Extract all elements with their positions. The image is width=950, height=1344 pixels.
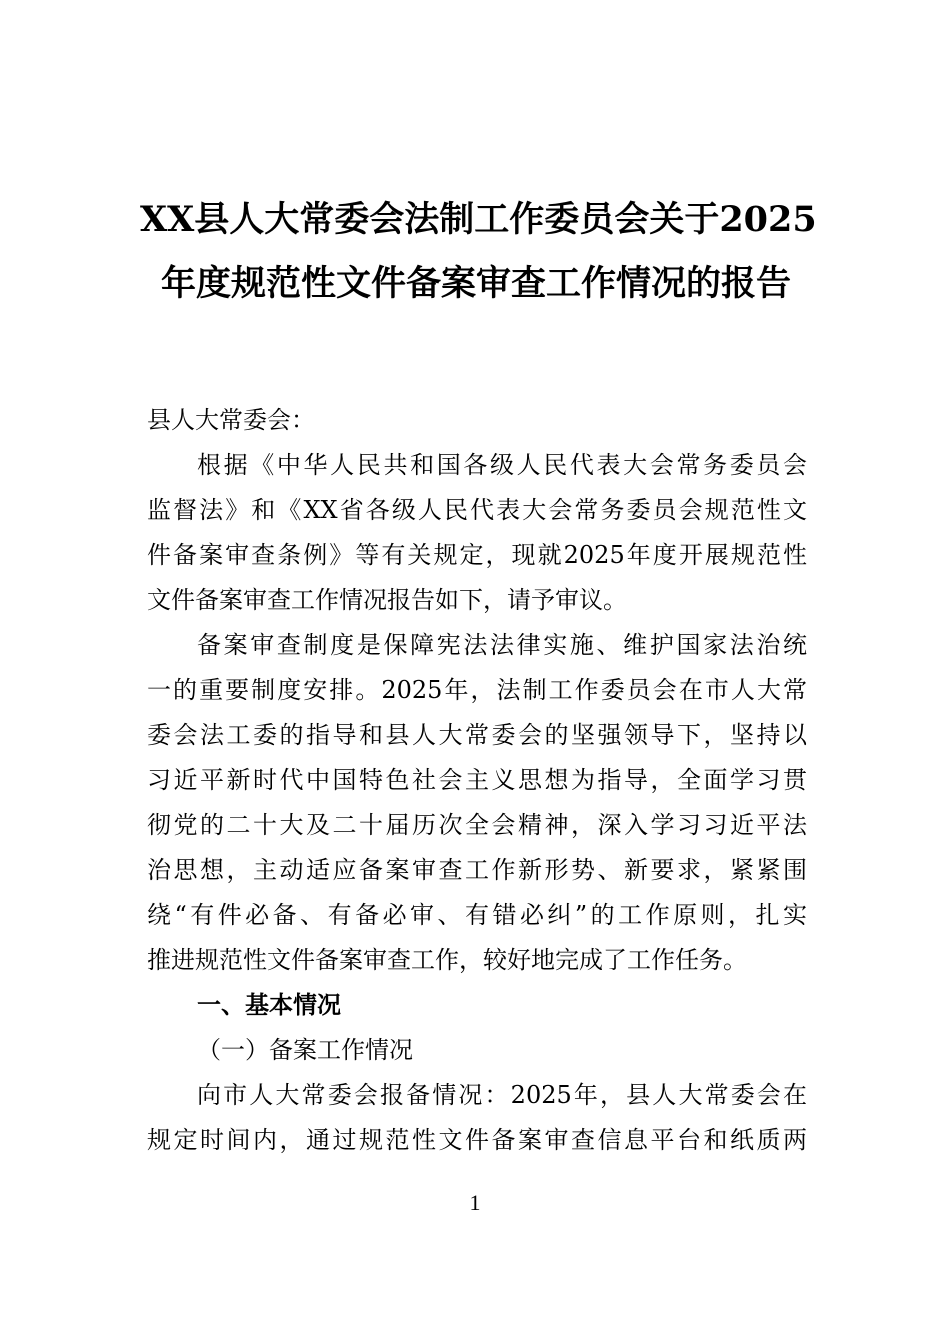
document-title — [140, 188, 817, 316]
paragraph-line: 规定时间内，通过规范性文件备案审查信息平台和纸质两 — [147, 1126, 807, 1154]
paragraph-legal-basis — [147, 443, 807, 623]
paragraph-line: 一的重要制度安排。2025年，法制工作委员会在市人大常 — [147, 676, 807, 704]
paragraph-line: 习近平新时代中国特色社会主义思想为指导，全面学习贯 — [147, 766, 807, 794]
paragraph-line: 彻党的二十大及二十届历次全会精神，深入学习习近平法 — [147, 811, 807, 839]
paragraph-line: 备案审查制度是保障宪法法律实施、维护国家法治统 — [197, 631, 807, 659]
salutation: 县人大常委会： — [147, 406, 315, 434]
paragraph-overview — [147, 623, 807, 983]
paragraph-line: 向市人大常委会报备情况：2025年，县人大常委会在 — [197, 1081, 807, 1109]
title-line-1: XX县人大常委会法制工作委员会关于2025 — [140, 199, 817, 240]
paragraph-line: 监督法》和《XX省各级人民代表大会常务委员会规范性文 — [147, 496, 807, 524]
paragraph-line: 委会法工委的指导和县人大常委会的坚强领导下，坚持以 — [147, 721, 807, 749]
section-heading: 一、基本情况 — [197, 991, 341, 1019]
paragraph-line: 推进规范性文件备案审查工作，较好地完成了工作任务。 — [147, 946, 747, 974]
paragraph-filing — [147, 1073, 807, 1163]
subsection-heading: （一）备案工作情况 — [197, 1036, 413, 1064]
paragraph-line: 根据《中华人民共和国各级人民代表大会常务委员会 — [197, 451, 807, 479]
paragraph-line: 件备案审查条例》等有关规定，现就2025年度开展规范性 — [147, 541, 807, 569]
document-body — [147, 398, 807, 1163]
paragraph-line: 文件备案审查工作情况报告如下，请予审议。 — [147, 586, 627, 614]
paragraph-line: 绕“有件必备、有备必审、有错必纠”的工作原则，扎实 — [147, 901, 807, 929]
page-number: 1 — [469, 1190, 481, 1215]
paragraph-line: 治思想，主动适应备案审查工作新形势、新要求，紧紧围 — [147, 856, 807, 884]
title-line-2: 年度规范性文件备案审查工作情况的报告 — [160, 263, 791, 304]
